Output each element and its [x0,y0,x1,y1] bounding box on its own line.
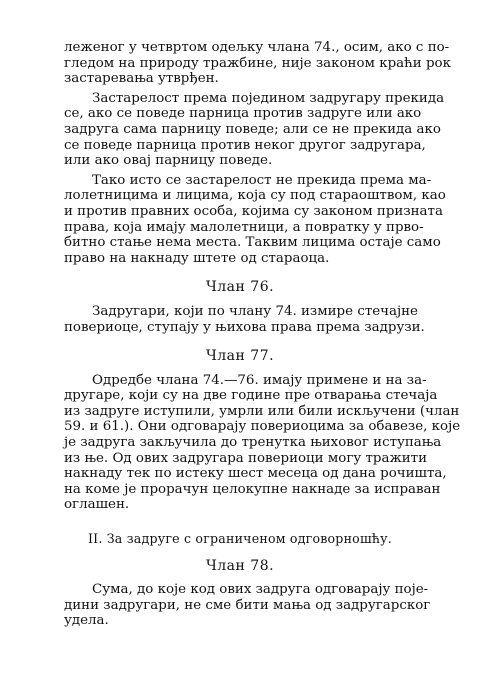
text-line: се поведе парница против неког другог задругара, [64,137,426,153]
text-line: Тако исто се застарелост не прекида према ма- [92,172,432,188]
text-line: Задругари, који по члану 74. измире стечајне [92,303,418,319]
paragraph-article-78 [64,582,431,629]
text-line: гледом на природу тражбине, није законом краћи рок [64,55,451,71]
text-line: и против правних особа, којима су законом призната [64,203,443,219]
paragraph-article-76 [64,303,425,335]
text-line: дини задругари, не сме бити мања од задругарског [64,597,431,613]
text-line: битно стање нема места. Таквим лицима остаје само [64,235,441,251]
text-line: или ако овај парницу поведе. [64,153,273,169]
article-77-heading: Члан 77. [205,348,275,365]
paragraph-article-77 [64,372,461,513]
text-line: се, ако се поведе парница против задруге или ако [64,106,422,122]
text-line: на коме је прорачун целокупне накнаде за исправан [64,481,441,497]
text-line: је задруга закључила до тренутка њиховог иступања [64,435,442,451]
paragraph-interruption-rule [64,90,445,169]
text-line: задруга сама парницу поведе; али се не прекида ако [64,121,441,137]
text-line: повериоце, ступају у њихова права према задрузи. [64,319,425,335]
text-line: оглашен. [64,497,130,513]
text-line: Одредбе члана 74.—76. имају примене и на за- [92,372,427,388]
text-line: права, која имају малолетници, а повратку у прво- [64,219,424,235]
text-line: застаревања утврђен. [64,71,219,87]
article-78-heading: Члан 78. [205,557,275,574]
text-line: Застарелост према поједином задругару прекида [92,90,445,106]
paragraph-minors-rule [64,172,446,267]
text-line: накнаду тек по истеку шест месеца од дана рочишта, [64,466,447,482]
text-line: из ње. Од ових задругара повериоци могу тражити [64,450,428,466]
article-76-heading: Члан 76. [205,279,275,296]
section-heading-limited-liability: II. За задруге с ограниченом одговорношћу. [88,531,392,547]
text-line: 59. и 61.). Они одговарају повериоцима за обавезе, које [64,419,461,435]
text-line: леженог у четвртом одељку члана 74., осим, ако с по- [64,40,450,55]
text-line: из задруге иступили, умрли или били искључени (члан [64,403,460,419]
text-line: Сума, до које код ових задруга одговарају поје- [92,582,429,598]
text-line: удела. [64,613,109,629]
text-line: право на накнаду штете од стараоца. [64,250,330,266]
book-page [64,40,461,629]
text-line: другаре, који су на две године пре отварања стечаја [64,388,438,404]
text-line: лолетницима и лицима, која су под старaоштвом, као [64,188,446,204]
paragraph-continuation [64,40,451,87]
